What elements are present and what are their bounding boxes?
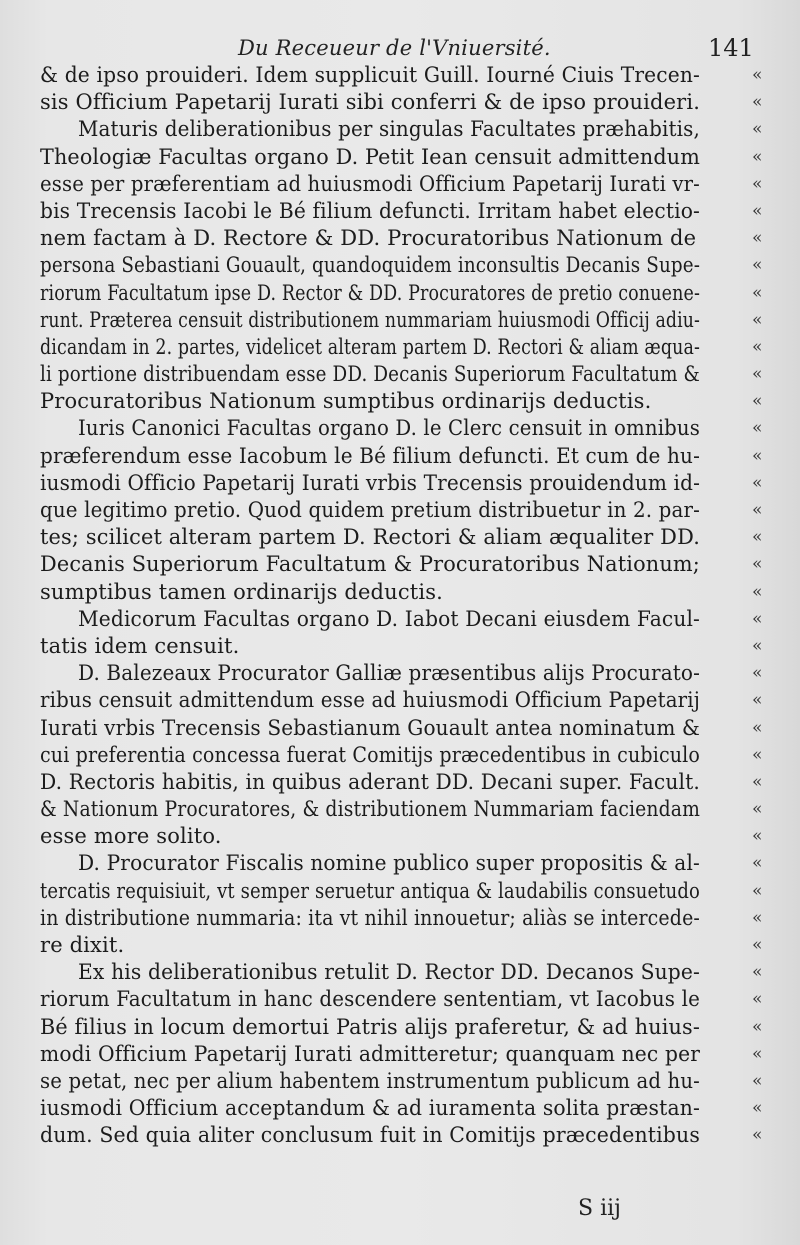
text-line: [40, 796, 763, 823]
margin-quote-mark: «: [752, 935, 763, 955]
text-line: [40, 769, 763, 796]
text-line-content: Ex his deliberationibus retulit D. Rector DD. Decanos Supe-: [78, 960, 701, 985]
text-line-content: persona Sebastiani Gouault, quandoquidem inconsultis Decanis Supe-: [40, 253, 701, 278]
text-line: [40, 932, 763, 959]
page-header: [0, 34, 800, 64]
text-line-content: dum. Sed quia aliter conclusum fuit in Comitijs præcedentibus: [40, 1123, 701, 1148]
text-line: [40, 823, 763, 850]
margin-quote-mark: «: [752, 635, 763, 656]
text-line-content: tercatis requisiuit, vt semper seruetur antiqua & laudabilis consuetudo: [40, 878, 701, 903]
text-line-content: modi Officium Papetarij Iurati admitteretur; quanquam nec per: [40, 1041, 701, 1066]
margin-quote-mark: «: [752, 146, 763, 167]
text-line-content: bis Trecensis Iacobi le Bé filium defuncti. Irritam habet electio-: [40, 198, 701, 223]
margin-quote-mark: «: [752, 826, 763, 847]
text-line: [40, 660, 763, 687]
text-line-content: iusmodi Officium acceptandum & ad iuramenta solita præstan-: [40, 1096, 700, 1121]
text-line: [40, 1068, 763, 1095]
text-line: [40, 225, 763, 252]
text-line: [40, 415, 763, 442]
text-line: [40, 633, 763, 660]
margin-quote-mark: «: [752, 200, 763, 221]
text-line-content: præferendum esse Iacobum le Bé filium defuncti. Et cum de hu-: [40, 443, 701, 468]
margin-quote-mark: «: [752, 309, 763, 330]
margin-quote-mark: «: [752, 581, 763, 602]
margin-quote-mark: «: [752, 173, 763, 194]
text-line-content: cui preferentia concessa fuerat Comitijs præcedentibus in cubiculo: [40, 742, 701, 767]
text-line-content: tes; scilicet alteram partem D. Rectori & aliam æqualiter DD.: [40, 525, 701, 550]
margin-quote-mark: «: [752, 1016, 763, 1037]
text-line-content: in distributione nummaria: ita vt nihil innouetur; aliàs se intercede-: [40, 905, 700, 930]
text-line-content: sumptibus tamen ordinarijs deductis.: [40, 579, 443, 604]
margin-quote-mark: «: [752, 255, 763, 276]
margin-quote-mark: «: [752, 500, 763, 520]
text-line: [40, 388, 763, 415]
text-line: [40, 497, 763, 524]
text-line: [40, 1122, 763, 1149]
page-number: 141: [708, 34, 754, 62]
text-line-content: li portione distribuendam esse DD. Decanis Superiorum Facultatum &: [40, 362, 700, 387]
margin-quote-mark: «: [752, 608, 763, 629]
text-line-content: Iurati vrbis Trecensis Sebastianum Gouault antea nominatum &: [40, 715, 700, 740]
text-line-content: D. Rectoris habitis, in quibus aderant DD. Decani super. Facult.: [40, 769, 700, 794]
text-line: [40, 606, 763, 633]
text-line-content: que legitimo pretio. Quod quidem pretium distribuetur in 2. par-: [40, 498, 700, 522]
margin-quote-mark: «: [752, 282, 763, 303]
text-line-content: nem factam à D. Rectore & DD. Procuratoribus Nationum de: [40, 226, 697, 251]
text-line-content: tatis idem censuit.: [40, 633, 240, 658]
text-line-content: Decanis Superiorum Facultatum & Procuratoribus Nationum;: [40, 552, 700, 577]
text-line-content: esse more solito.: [40, 824, 222, 849]
margin-quote-mark: «: [752, 907, 763, 928]
margin-quote-mark: «: [752, 65, 763, 85]
margin-quote-mark: «: [752, 744, 763, 765]
margin-quote-mark: «: [752, 119, 763, 140]
margin-quote-mark: «: [752, 391, 763, 412]
text-line-content: riorum Facultatum ipse D. Rector & DD. Procuratores de pretio conuene-: [40, 280, 701, 305]
signature-mark: S iij: [578, 1196, 621, 1221]
text-line: [40, 1014, 763, 1041]
text-line-content: dicandam in 2. partes, videlicet alteram partem D. Rectori & aliam æqua-: [40, 334, 701, 359]
running-head: Du Receueur de l'Vniuersité.: [238, 36, 551, 60]
margin-quote-mark: «: [752, 989, 763, 1010]
margin-quote-mark: «: [752, 527, 763, 548]
text-line: [40, 470, 763, 497]
text-line: [40, 715, 763, 742]
text-line: [40, 144, 763, 171]
text-line: [40, 361, 763, 388]
text-line-content: riorum Facultatum in hanc descendere sententiam, vt Iacobus le: [40, 987, 700, 1012]
text-line-content: re dixit.: [40, 933, 125, 957]
text-line: [40, 198, 763, 225]
text-line-content: D. Procurator Fiscalis nomine publico super propositis & al-: [78, 851, 700, 876]
text-line: [40, 62, 763, 89]
text-line: [40, 252, 763, 279]
margin-quote-mark: «: [752, 962, 763, 983]
text-line-content: D. Balezeaux Procurator Galliæ præsentibus alijs Procurato-: [78, 661, 700, 686]
margin-quote-mark: «: [752, 418, 763, 439]
margin-quote-mark: «: [752, 663, 763, 684]
text-line: [40, 551, 763, 578]
text-line-content: sis Officium Papetarij Iurati sibi conferri & de ipso prouideri.: [40, 90, 701, 115]
margin-quote-mark: «: [752, 1098, 763, 1119]
margin-quote-mark: «: [752, 445, 763, 466]
margin-quote-mark: «: [752, 799, 763, 820]
text-line: [40, 307, 763, 334]
margin-quote-mark: «: [752, 228, 763, 249]
text-line-content: iusmodi Officio Papetarij Iurati vrbis Trecensis prouidendum id-: [40, 470, 701, 495]
text-line: [40, 116, 763, 143]
margin-quote-mark: «: [752, 1043, 763, 1064]
margin-quote-mark: «: [752, 364, 763, 385]
text-line-content: Iuris Canonici Facultas organo D. le Clerc censuit in omnibus: [78, 416, 700, 441]
text-line: [40, 89, 763, 116]
text-line-content: Medicorum Facultas organo D. Iabot Decani eiusdem Facul-: [78, 606, 701, 631]
margin-quote-mark: «: [752, 1125, 763, 1146]
margin-quote-mark: «: [752, 690, 763, 711]
text-line: [40, 986, 763, 1013]
text-line: [40, 742, 763, 769]
text-line-content: & Nationum Procuratores, & distributionem Nummariam faciendam: [40, 797, 701, 822]
margin-quote-mark: «: [752, 853, 763, 874]
margin-quote-mark: «: [752, 771, 763, 792]
text-line: [40, 905, 763, 932]
text-line: [40, 850, 763, 877]
margin-quote-mark: «: [752, 880, 763, 901]
text-line: [40, 1041, 763, 1068]
text-line: [40, 878, 763, 905]
text-line-content: & de ipso prouideri. Idem supplicuit Guill. Iourné Ciuis Trecen-: [40, 63, 701, 87]
text-line: [40, 171, 763, 198]
margin-quote-mark: «: [752, 472, 763, 493]
text-line: [40, 280, 763, 307]
text-line: [40, 334, 763, 361]
text-line-content: Maturis deliberationibus per singulas Facultates præhabitis,: [78, 117, 700, 142]
text-line: [40, 959, 763, 986]
text-line-content: ribus censuit admittendum esse ad huiusmodi Officium Papetarij: [40, 688, 701, 713]
text-line: [40, 687, 763, 714]
text-line: [40, 579, 763, 606]
margin-quote-mark: «: [752, 554, 763, 575]
margin-quote-mark: «: [752, 717, 763, 738]
page-body: [40, 62, 763, 1150]
text-line: [40, 1095, 763, 1122]
text-line-content: Theologiæ Facultas organo D. Petit Iean censuit admittendum: [40, 144, 701, 169]
margin-quote-mark: «: [752, 1070, 763, 1091]
text-line: [40, 524, 763, 551]
text-line-content: se petat, nec per alium habentem instrumentum publicum ad hu-: [40, 1068, 700, 1093]
text-line-content: esse per præferentiam ad huiusmodi Officium Papetarij Iurati vr-: [40, 171, 700, 196]
text-line-content: Bé filius in locum demortui Patris alijs praferetur, & ad huius-: [40, 1014, 701, 1039]
margin-quote-mark: «: [752, 92, 763, 113]
text-line: [40, 443, 763, 470]
text-line-content: Procuratoribus Nationum sumptibus ordinarijs deductis.: [40, 389, 652, 414]
margin-quote-mark: «: [752, 336, 763, 357]
text-line-content: runt. Præterea censuit distributionem nummariam huiusmodi Officij adiu-: [40, 307, 701, 332]
